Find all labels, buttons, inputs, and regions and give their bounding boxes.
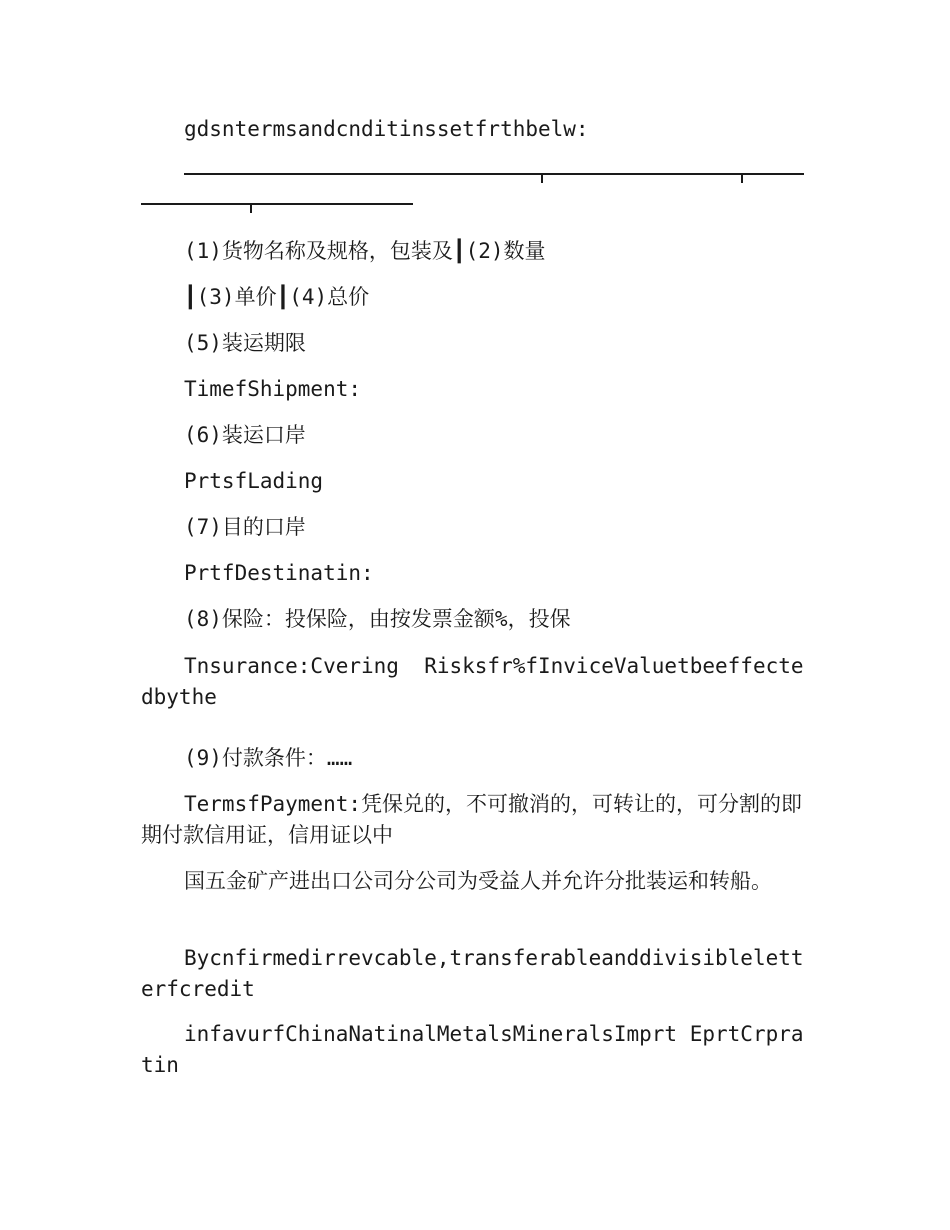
paragraph-item-8: (8)保险：投保险，由按发票金额%，投保 <box>184 607 571 631</box>
rule-top <box>184 173 804 175</box>
paragraph-item-6: (6)装运口岸 <box>184 423 306 447</box>
paragraph-item-3-4: ┃(3)单价┃(4)总价 <box>184 285 370 309</box>
paragraph-in-favour-of: infavurfChinaNatinalMetalsMineralsImprt EprtCrpratin <box>141 1022 804 1077</box>
rule-tick <box>250 204 252 213</box>
paragraph-letter-of-credit: Bycnfirmedirrevcable,transferableanddivisibleletterfcredit <box>141 946 804 1001</box>
paragraph-beneficiary: 国五金矿产进出口公司分公司为受益人并允许分批装运和转船。 <box>184 869 772 893</box>
rule-bottom <box>141 203 413 205</box>
rule-tick <box>541 174 543 183</box>
paragraph-item-1-2: (1)货物名称及规格，包装及┃(2)数量 <box>184 239 546 263</box>
paragraph-item-5: (5)装运期限 <box>184 331 306 355</box>
paragraph-port-of-destination: PrtfDestinatin: <box>184 561 374 585</box>
paragraph-item-7: (7)目的口岸 <box>184 515 306 539</box>
rule-tick <box>741 174 743 183</box>
paragraph-goods-terms: gdsntermsandcnditinssetfrthbelw: <box>184 117 589 141</box>
paragraph-item-9: (9)付款条件：…… <box>184 746 353 770</box>
paragraph-ports-of-lading: PrtsfLading <box>184 469 324 493</box>
paragraph-time-of-shipment: TimefShipment: <box>184 377 362 401</box>
paragraph-insurance: Tnsurance:Cvering Risksfr%fInviceValuetbeeffectedbythe <box>141 654 804 709</box>
paragraph-terms-of-payment: TermsfPayment:凭保兑的，不可撤消的，可转让的，可分割的即期付款信用证，信用证以中 <box>141 792 803 847</box>
